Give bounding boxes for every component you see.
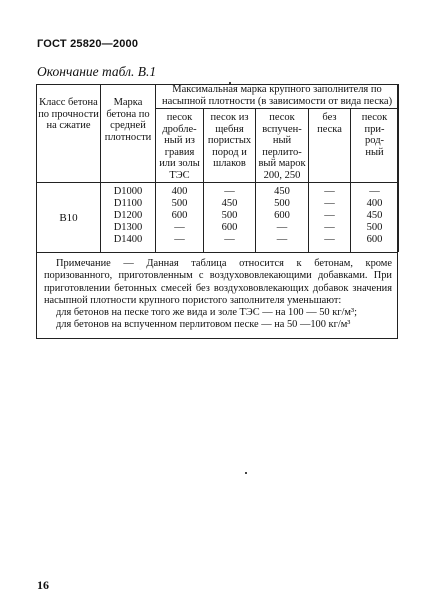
value-cell: 600 [256, 210, 309, 222]
note-item: для бетонов на вспученном перлитовом песке — на 50 —100 кг/м³ [56, 319, 351, 331]
value-cell: — [309, 222, 351, 234]
value-cell: 500 [256, 198, 309, 210]
header-sand-crushed-gravel: песок дробле- ный из гравия или золы ТЭС [156, 109, 204, 183]
value-cell: 450 [351, 210, 399, 222]
value-cell: 600 [156, 210, 204, 222]
concrete-class-cell: B10 [37, 182, 101, 252]
value-cell: — [156, 234, 204, 251]
value-cell: — [204, 234, 256, 251]
note-separator [36, 252, 398, 253]
value-cell: 450 [204, 198, 256, 210]
grade-cell: D1100 [101, 198, 156, 210]
note-lead: Примечание — Данная таблица относится к бетонам, кроме поризованного, приготовленным с воздухововлекающими добавками. При приготовлении бетонных смесей без воздухововлекающих добавок значения насыпной плотности крупного пористого заполнителя уменьшают: [44, 258, 392, 306]
value-cell: — [309, 182, 351, 198]
value-cell: — [309, 234, 351, 251]
value-cell: — [309, 198, 351, 210]
document-id: ГОСТ 25820—2000 [37, 38, 139, 50]
scan-dot [229, 82, 231, 84]
value-cell: 450 [256, 182, 309, 198]
value-cell: 600 [351, 234, 399, 251]
grade-cell: D1000 [101, 182, 156, 198]
value-cell: 500 [351, 222, 399, 234]
value-cell: 500 [204, 210, 256, 222]
table-row [37, 182, 399, 198]
value-cell: — [351, 182, 399, 198]
header-density-grade: Марка бетона по средней плотности [101, 84, 156, 182]
header-sand-porous-rock: песок из щебня пористых пород и шлаков [204, 109, 256, 183]
scan-dot [245, 472, 247, 474]
value-cell: — [256, 222, 309, 234]
value-cell: — [204, 182, 256, 198]
value-cell: 400 [351, 198, 399, 210]
header-max-aggregate-grade: Максимальная марка крупного заполнителя по насыпной плотности (в зависимости от вида песка) [156, 84, 399, 109]
aggregate-grade-table [36, 84, 399, 252]
value-cell: 600 [204, 222, 256, 234]
header-sand-expanded-perlite: песок вспучен- ный перлито- вый марок 200, 250 [256, 109, 309, 183]
table-caption: Окончание табл. В.1 [37, 64, 157, 79]
value-cell: — [156, 222, 204, 234]
table-note [44, 258, 392, 332]
grade-cell: D1300 [101, 222, 156, 234]
value-cell: 400 [156, 182, 204, 198]
header-concrete-class: Класс бетона по прочности на сжатие [37, 84, 101, 182]
value-cell: — [256, 234, 309, 251]
value-cell: 500 [156, 198, 204, 210]
header-natural-sand: песок при- род- ный [351, 109, 399, 183]
value-cell: — [309, 210, 351, 222]
note-item: для бетонов на песке того же вида и золе ТЭС — на 100 — 50 кг/м³; [56, 307, 357, 319]
grade-cell: D1200 [101, 210, 156, 222]
header-no-sand: без песка [309, 109, 351, 183]
page-number: 16 [37, 578, 49, 592]
grade-cell: D1400 [101, 234, 156, 251]
